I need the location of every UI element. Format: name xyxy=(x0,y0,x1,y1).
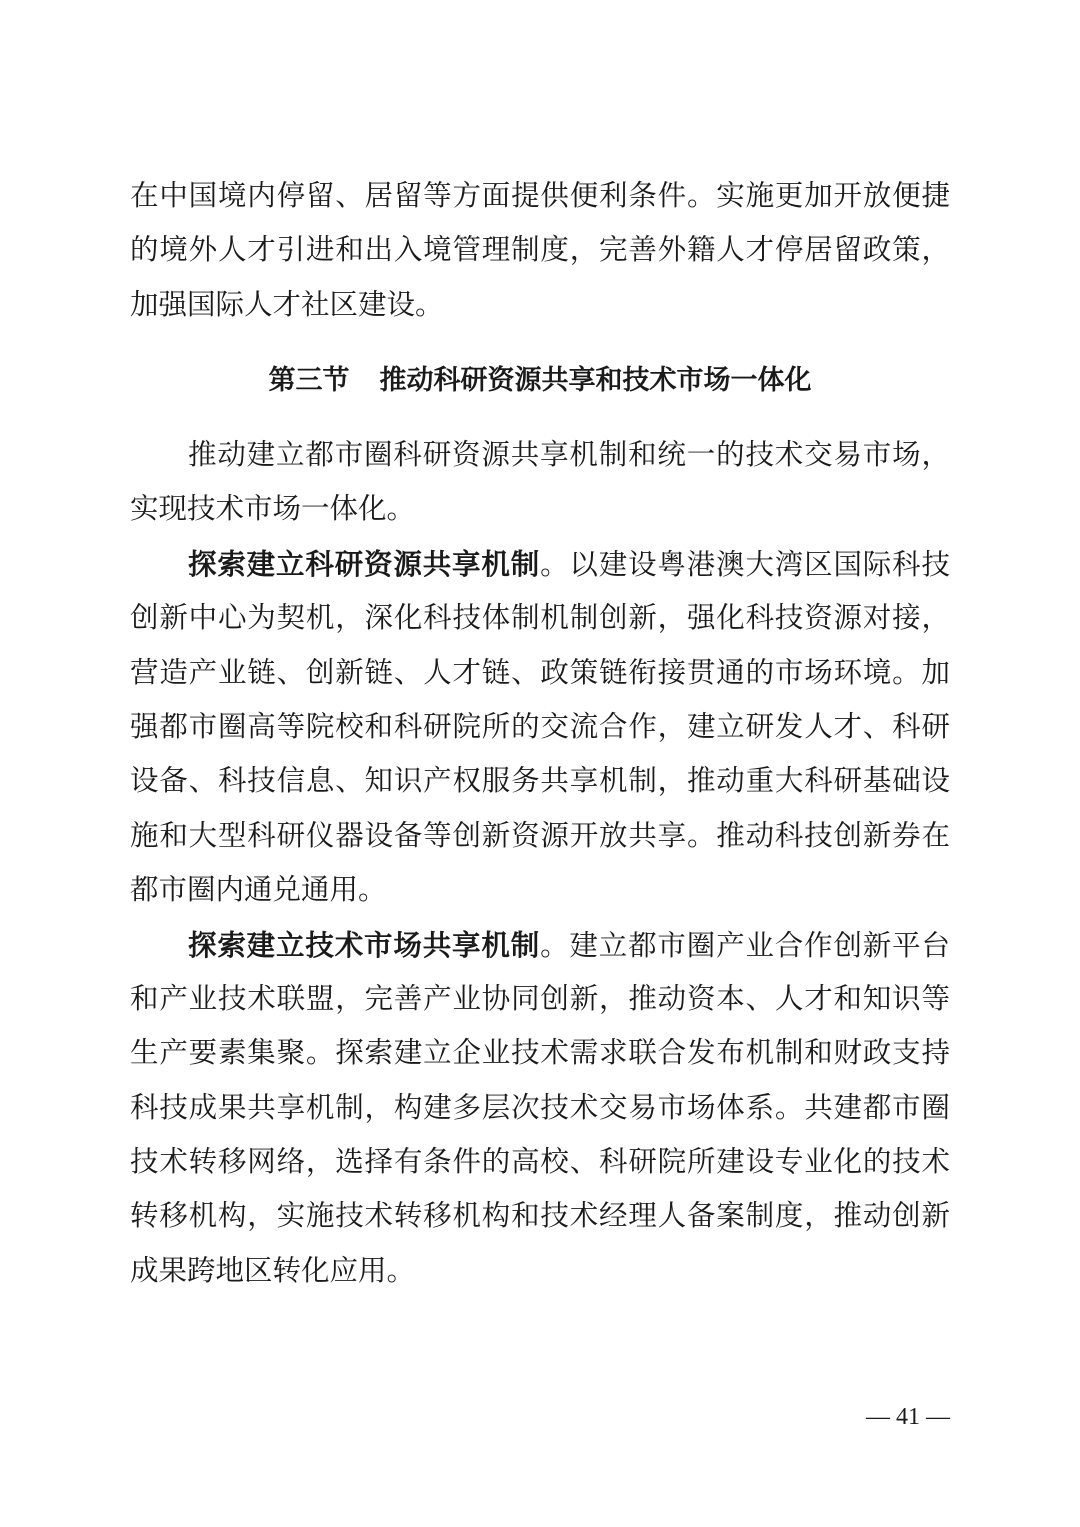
text-line: 加强国际人才社区建设。 xyxy=(130,289,444,321)
text-line: 的境外人才引进和出入境管理制度，完善外籍人才停居留政策， xyxy=(130,235,950,267)
text-line: 推动建立都市圈科研资源共享机制和统一的技术交易市场， xyxy=(188,440,950,471)
text-line: 营造产业链、创新链、人才链、政策链衔接贯通的市场环境。加 xyxy=(130,657,950,689)
text-line: 施和大型科研仪器设备等创新资源开放共享。推动科技创新券在 xyxy=(130,820,950,852)
text-run: 。以建设粤港澳大湾区国际科技 xyxy=(540,549,950,581)
text-line: 生产要素集聚。探索建立企业技术需求联合发布机制和财政支持 xyxy=(130,1038,950,1070)
text-line: 和产业技术联盟，完善产业协同创新，推动资本、人才和知识等 xyxy=(130,983,950,1015)
text-line: 成果跨地区转化应用。 xyxy=(130,1255,416,1287)
continuation-paragraph xyxy=(130,170,950,333)
text-run: 。建立都市圈产业合作创新平台 xyxy=(540,930,950,962)
paragraph-first-line xyxy=(130,919,950,973)
text-line: 转移机构，实施技术转移机构和技术经理人备案制度，推动创新 xyxy=(130,1201,950,1233)
text-line: 强都市圈高等院校和科研院所的交流合作，建立研发人才、科研 xyxy=(130,711,950,743)
section-heading xyxy=(0,354,1080,408)
section-number: 第三节 xyxy=(268,365,350,396)
text-line: 设备、科技信息、知识产权服务共享机制，推动重大科研基础设 xyxy=(130,766,950,798)
text-line: 都市圈内通兑通用。 xyxy=(130,875,387,907)
paragraph-first-line xyxy=(130,538,950,592)
body-text xyxy=(130,429,950,1299)
paragraph-lead: 探索建立科研资源共享机制 xyxy=(188,547,541,581)
paragraph-lead: 探索建立技术市场共享机制 xyxy=(188,928,541,962)
text-line: 创新中心为契机，深化科技体制机制创新，强化科技资源对接， xyxy=(130,603,950,635)
text-line: 在中国境内停留、居留等方面提供便利条件。实施更加开放便捷 xyxy=(130,181,950,212)
section-title: 推动科研资源共享和技术市场一体化 xyxy=(379,365,812,396)
text-line: 实现技术市场一体化。 xyxy=(130,494,416,526)
text-line: 科技成果共享机制，构建多层次技术交易市场体系。共建都市圈 xyxy=(130,1092,950,1124)
page-number: — 41 — xyxy=(866,1404,950,1430)
text-line: 技术转移网络，选择有条件的高校、科研院所建设专业化的技术 xyxy=(130,1147,950,1179)
